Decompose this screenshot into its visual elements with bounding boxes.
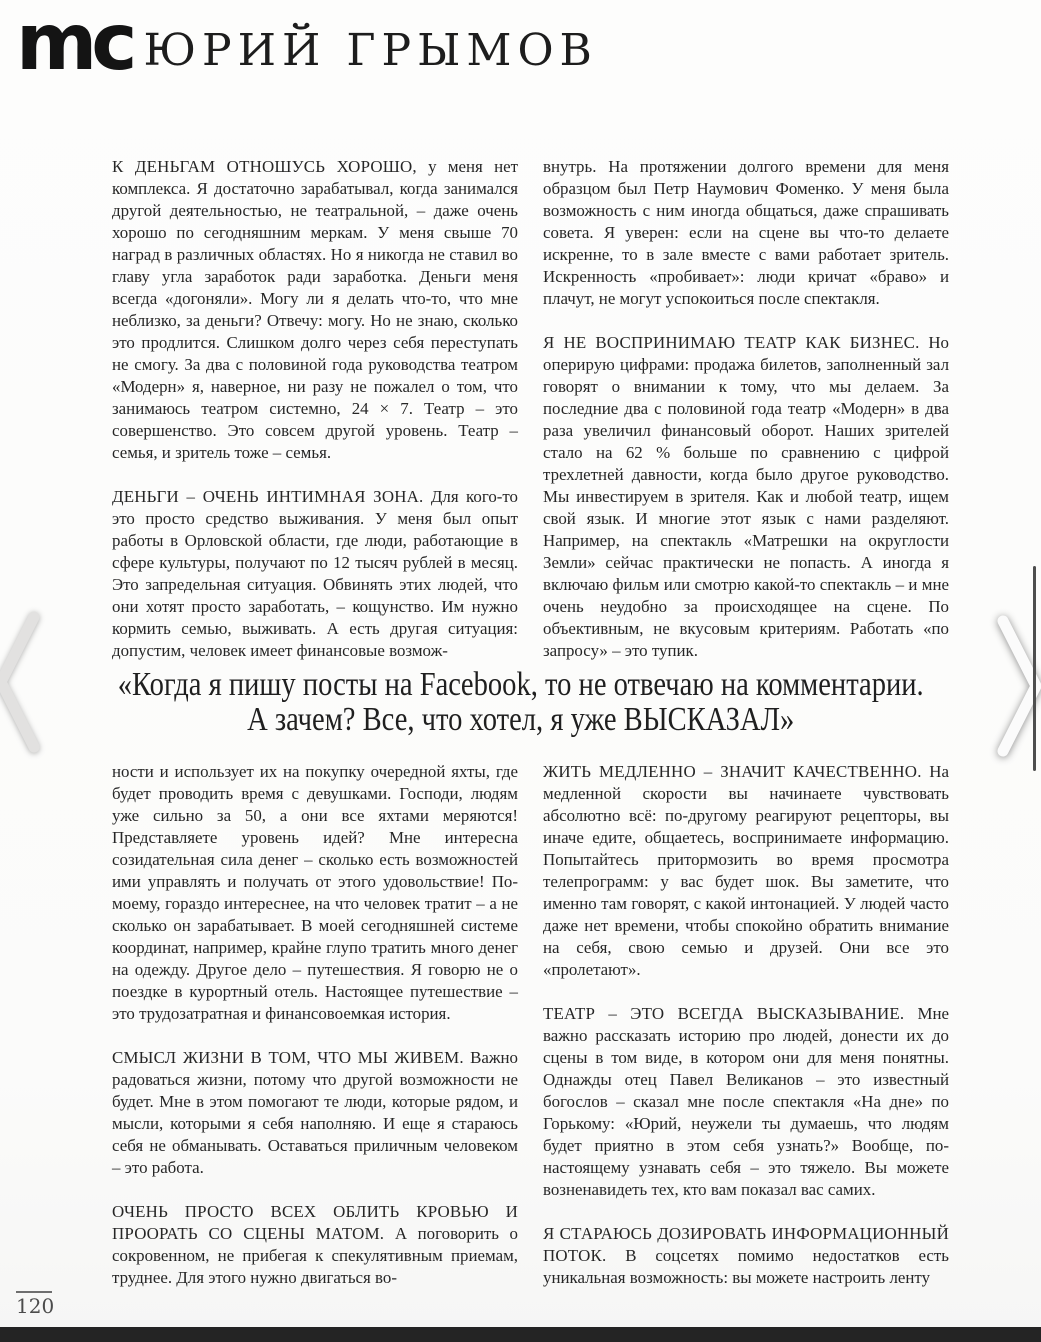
paragraph-text: внутрь. На протяжении долгого времени для меня образцом был Петр Наумович Фоменко. У меня была возможность с ним иногда общаться, даже спрашивать совета. Я уверен: если на сцене вы что-то делаете искренне, то в зале вместе с вами работает зритель. Искренность «пробивает»: люди кричат «браво» и плачут, не могут успокоиться после спектакля. (543, 157, 949, 308)
paragraph-lead: ЖИТЬ МЕДЛЕННО – ЗНАЧИТ КАЧЕСТВЕННО. (543, 762, 922, 781)
paragraph-lead: ОЧЕНЬ ПРОСТО ВСЕХ ОБЛИТЬ КРОВЬЮ И ПРООРАТЬ СО СЦЕНЫ МАТОМ. (112, 1202, 518, 1243)
paragraph-text: Важно радоваться жизни, потому что другой возможности не будет. Мне в этом помогают те люди, которые рядом, и мысли, которыми я себя наполняю. И еще я стараюсь себя не обманывать. Оставаться приличным человеком – это работа. (112, 1048, 518, 1177)
paragraph (112, 761, 518, 1025)
paragraph-lead: ДЕНЬГИ – ОЧЕНЬ ИНТИМНАЯ ЗОНА. (112, 487, 424, 506)
prev-page-button[interactable] (0, 607, 46, 762)
pull-quote-line-1: «Когда я пишу посты на Facebook, то не отвечаю на комментарии. (117, 666, 924, 703)
paragraph (112, 1047, 518, 1179)
paragraph-lead: СМЫСЛ ЖИЗНИ В ТОМ, ЧТО МЫ ЖИВЕМ. (112, 1048, 464, 1067)
column-left-top (112, 156, 518, 684)
paragraph-text: На медленной скорости вы начинаете чувствовать абсолютно всё: по-другому реагируют рецепторы, вы иначе едите, общаетесь, воспринимаете информацию. Попытайтесь притормозить во время просмотра телепрограмм: у вас будет шок. Вы заметите, что именно там говорят, с какой интонацией. У людей часто даже нет времени, чтобы спокойно обратить внимание на себя, свою семью и друзей. Они все это «пролетают». (543, 762, 949, 979)
paragraph-text: Для кого-то это просто средство выживания. У меня был опыт работы в Орловской области, где люди, работающие в сфере культуры, получают по 12 тысяч рублей в месяц. Это запредельная ситуация. Обвинять этих людей, что они хотят просто заработать, – кощунство. Им нужно кормить семью, выживать. А есть другая ситуация: допустим, человек имеет финансовые возмож- (112, 487, 518, 660)
column-right-top (543, 156, 949, 684)
chevron-left-icon (0, 744, 46, 761)
column-left-bottom (112, 761, 518, 1311)
paragraph (112, 486, 518, 662)
paragraph (112, 1201, 518, 1289)
bottom-bar (0, 1327, 1041, 1342)
paragraph-text: у меня нет комплекса. Я достаточно зарабатывал, когда занимался другой деятельностью, не театральной, – даже очень хорошо по сегодняшним меркам. У меня свыше 70 наград в различных областях. Но я никогда не ставил во главу угла заработок ради заработка. Деньги меня всегда «догоняли». Могу ли я делать что-то, что мне неблизко, за деньги? Отвечу: могу. Но не знаю, сколько это продлится. Слишком долго через себя переступать не смогу. За два с половиной года руководства театром «Модерн» я, наверное, ни разу не пожалел о том, что занимаюсь театром системно, 24 × 7. Театр – это совершенство. Это совсем другой уровень. Театр – семья, и зритель тоже – семья. (112, 157, 518, 462)
columns-bottom (112, 761, 949, 1311)
paragraph-lead: ТЕАТР – ЭТО ВСЕГДА ВЫСКАЗЫВАНИЕ. (543, 1004, 905, 1023)
paragraph (112, 156, 518, 464)
paragraph-text: ности и использует их на покупку очередной яхты, где будет проводить время с девушками. Господи, людям уже сильно за 50, а они все яхтами меряются! Представляете уровень идей? Мне интересна созидательная сила денег – сколько есть возможностей ими управлять и получать от этого удовольствие! По-моему, гораздо интереснее, на что человек тратит – а не сколько он зарабатывает. В моей сегодняшней системе координат, например, крайне глупо тратить много денег на одежду. Другое дело – путешествия. Я говорю не о поездке в курортный отель. Настоящее путешествие – это трудозатратная и финансовоемкая история. (112, 762, 518, 1023)
paragraph-text: Мне важно рассказать историю про людей, донести их до сцены в том виде, в котором они для меня понятны. Однажды отец Павел Великанов – это известный богослов – сказал мне после спектакля «На дне» по Горькому: «Юрий, неужели ты думаешь, что людям будет приятно в этом себя узнать?» Вообще, по-настоящему узнавать себя – это тяжело. Вы можете возненавидеть тех, кто вам показал вас самих. (543, 1004, 949, 1199)
paragraph-text: В соцсетях помимо недостатков есть уникальная возможность: вы можете настроить ленту (543, 1246, 949, 1287)
paragraph-lead: Я НЕ ВОСПРИНИМАЮ ТЕАТР КАК БИЗНЕС. (543, 333, 920, 352)
columns-top (112, 156, 949, 684)
column-right-bottom (543, 761, 949, 1311)
paragraph-lead: Я СТАРАЮСЬ ДОЗИРОВАТЬ ИНФОРМАЦИОННЫЙ ПОТОК. (543, 1224, 949, 1265)
page-number: 120 (16, 1291, 52, 1318)
paragraph (543, 156, 949, 310)
paragraph (543, 1223, 949, 1289)
paragraph-text: А поговорить о сокровенном, не прибегая к спекулятивным приемам, труднее. Для этого нужно двигаться во- (112, 1224, 518, 1287)
pull-quote-line-2: А зачем? Все, что хотел, я уже ВЫСКАЗАЛ» (246, 701, 795, 738)
paragraph-text: Но оперирую цифрами: продажа билетов, заполненный зал говорят о внимании к тому, что мы делаем. За последние два с половиной года театр «Модерн» в два раза увеличил финансовый оборот. Наших зрителей стало на 62 % больше по сравнению с цифрой трехлетней давности, когда было другое руководство. Мы инвестируем в зрителя. Как и любой театр, ищем свой язык. И многие этот язык с нами разделяют. Например, на спектакль «Матрешки на округлости Земли» сейчас практически не попасть. А иногда я включаю фильм или смотрю какой-то спектакль – и мне очень неудобно за происходящее на сцене. По объективным, не вкусовым критериям. Работать «по запросу» – это тупик. (543, 333, 949, 660)
paragraph (543, 332, 949, 662)
header (16, 0, 598, 88)
article-title: ЮРИЙ ГРЫМОВ (143, 25, 598, 76)
mc-logo: mc (16, 0, 132, 88)
paragraph-lead: К ДЕНЬГАМ ОТНОШУСЬ ХОРОШО, (112, 157, 417, 176)
pull-quote (0, 667, 1041, 737)
paragraph (543, 1003, 949, 1201)
scrollbar-thumb[interactable] (1033, 566, 1036, 771)
paragraph (543, 761, 949, 981)
